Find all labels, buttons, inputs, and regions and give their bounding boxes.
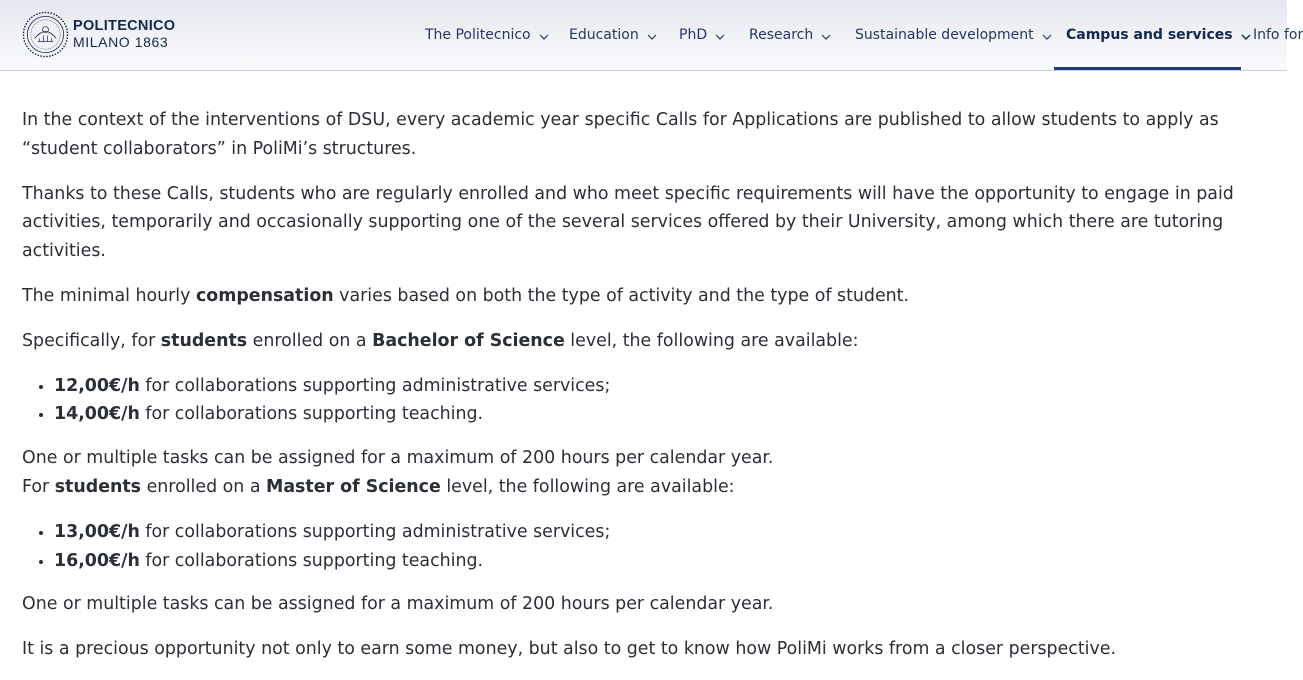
nav-item-label: Info for [1253, 27, 1303, 43]
master-intro: One or multiple tasks can be assigned for a maximum of 200 hours per calendar year. For students enrolled on a Master of Science level, the following are available: [22, 448, 774, 497]
nav-item-label: PhD [679, 27, 708, 43]
chevron-down-icon [647, 34, 657, 40]
nav-item-education[interactable] [569, 0, 657, 70]
nav-item-sustainable-development[interactable] [855, 0, 1052, 70]
list-item: • 14,00€/h for collaborations supporting teaching. [54, 400, 1280, 429]
nav-item-the-politecnico[interactable] [425, 0, 549, 70]
compensation-paragraph: The minimal hourly compensation varies based on both the type of activity and the type of student. [22, 285, 910, 306]
nav-item-info-for[interactable] [1253, 0, 1303, 70]
intro-paragraph: In the context of the interventions of DSU, every academic year specific Calls for Applications are published to allow students to apply as “student collaborators” in PoliMi’s structures. [22, 110, 1219, 159]
bachelor-intro: Specifically, for students enrolled on a Bachelor of Science level, the following are available: [22, 330, 859, 351]
chevron-down-icon [821, 34, 831, 40]
closing-paragraph: It is a precious opportunity not only to earn some money, but also to get to know how PoliMi works from a closer perspective. [22, 639, 1117, 660]
main-nav [0, 0, 1303, 71]
nav-item-label: Education [569, 27, 639, 43]
active-tab-indicator [1054, 67, 1241, 70]
bachelor-rates-list [22, 372, 1280, 430]
main-content [22, 106, 1280, 680]
nav-item-label: The Politecnico [425, 27, 531, 43]
master-rates-list [22, 518, 1280, 576]
nav-item-phd[interactable] [679, 0, 725, 70]
nav-item-label: Sustainable development [855, 27, 1034, 43]
list-item: • 13,00€/h for collaborations supporting administrative services; [54, 518, 1280, 547]
nav-item-label: Campus and services [1066, 27, 1233, 43]
list-item: • 16,00€/h for collaborations supporting teaching. [54, 547, 1280, 576]
hours-limit-paragraph: One or multiple tasks can be assigned for a maximum of 200 hours per calendar year. [22, 594, 774, 615]
chevron-down-icon [539, 34, 549, 40]
logo-subtitle: MILANO 1863 [73, 34, 169, 50]
chevron-down-icon [1241, 34, 1251, 40]
logo-title: POLITECNICO [73, 18, 176, 34]
nav-item-campus-and-services[interactable] [1066, 0, 1251, 70]
list-item: • 12,00€/h for collaborations supporting administrative services; [54, 372, 1280, 401]
site-header [0, 0, 1303, 71]
nav-item-label: Research [749, 27, 814, 43]
chevron-down-icon [715, 34, 725, 40]
chevron-down-icon [1042, 34, 1052, 40]
calls-paragraph: Thanks to these Calls, students who are regularly enrolled and who meet specific requirements will have the opportunity to engage in paid activities, temporarily and occasionally supporting one of the several services offered by their University, among which there are tutoring activities. [22, 183, 1234, 262]
nav-item-research[interactable] [749, 0, 831, 70]
